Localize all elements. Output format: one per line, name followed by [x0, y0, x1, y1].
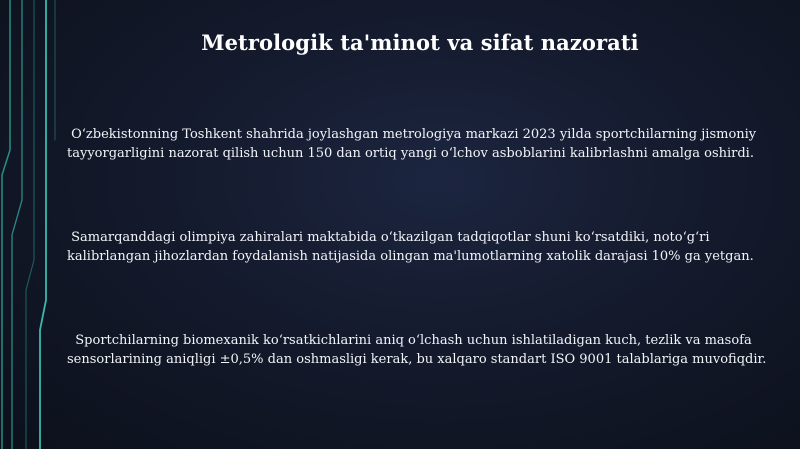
decorative-circuit-lines	[0, 0, 70, 449]
paragraph-toshkent-metrology: Oʻzbekistonning Toshkent shahrida joylashgan metrologiya markazi 2023 yilda sportchilarning jismoniy tayyorgarligini nazorat qilish uchun 150 dan ortiq yangi oʻlchov asboblarini kalibrlashni amalga oshirdi.	[67, 127, 761, 161]
paragraph-samarqand-research: Samarqanddagi olimpiya zahiralari maktabida oʻtkazilgan tadqiqotlar shuni koʻrsatdiki, notoʻgʻri kalibrlangan jihozlardan foydalanish natijasida olingan ma'lumotlarning xatolik darajasi 10% ga yetgan.	[67, 230, 754, 264]
slide-title: Metrologik ta'minot va sifat nazorati	[201, 30, 639, 55]
paragraph-sensor-accuracy: Sportchilarning biomexanik koʻrsatkichlarini aniq oʻlchash uchun ishlatiladigan kuch, tezlik va masofa sensorlarining aniqligi ±0,5% dan oshmasligi kerak, bu xalqaro standart ISO 9001 talablariga muvofiqdir.	[67, 333, 767, 367]
